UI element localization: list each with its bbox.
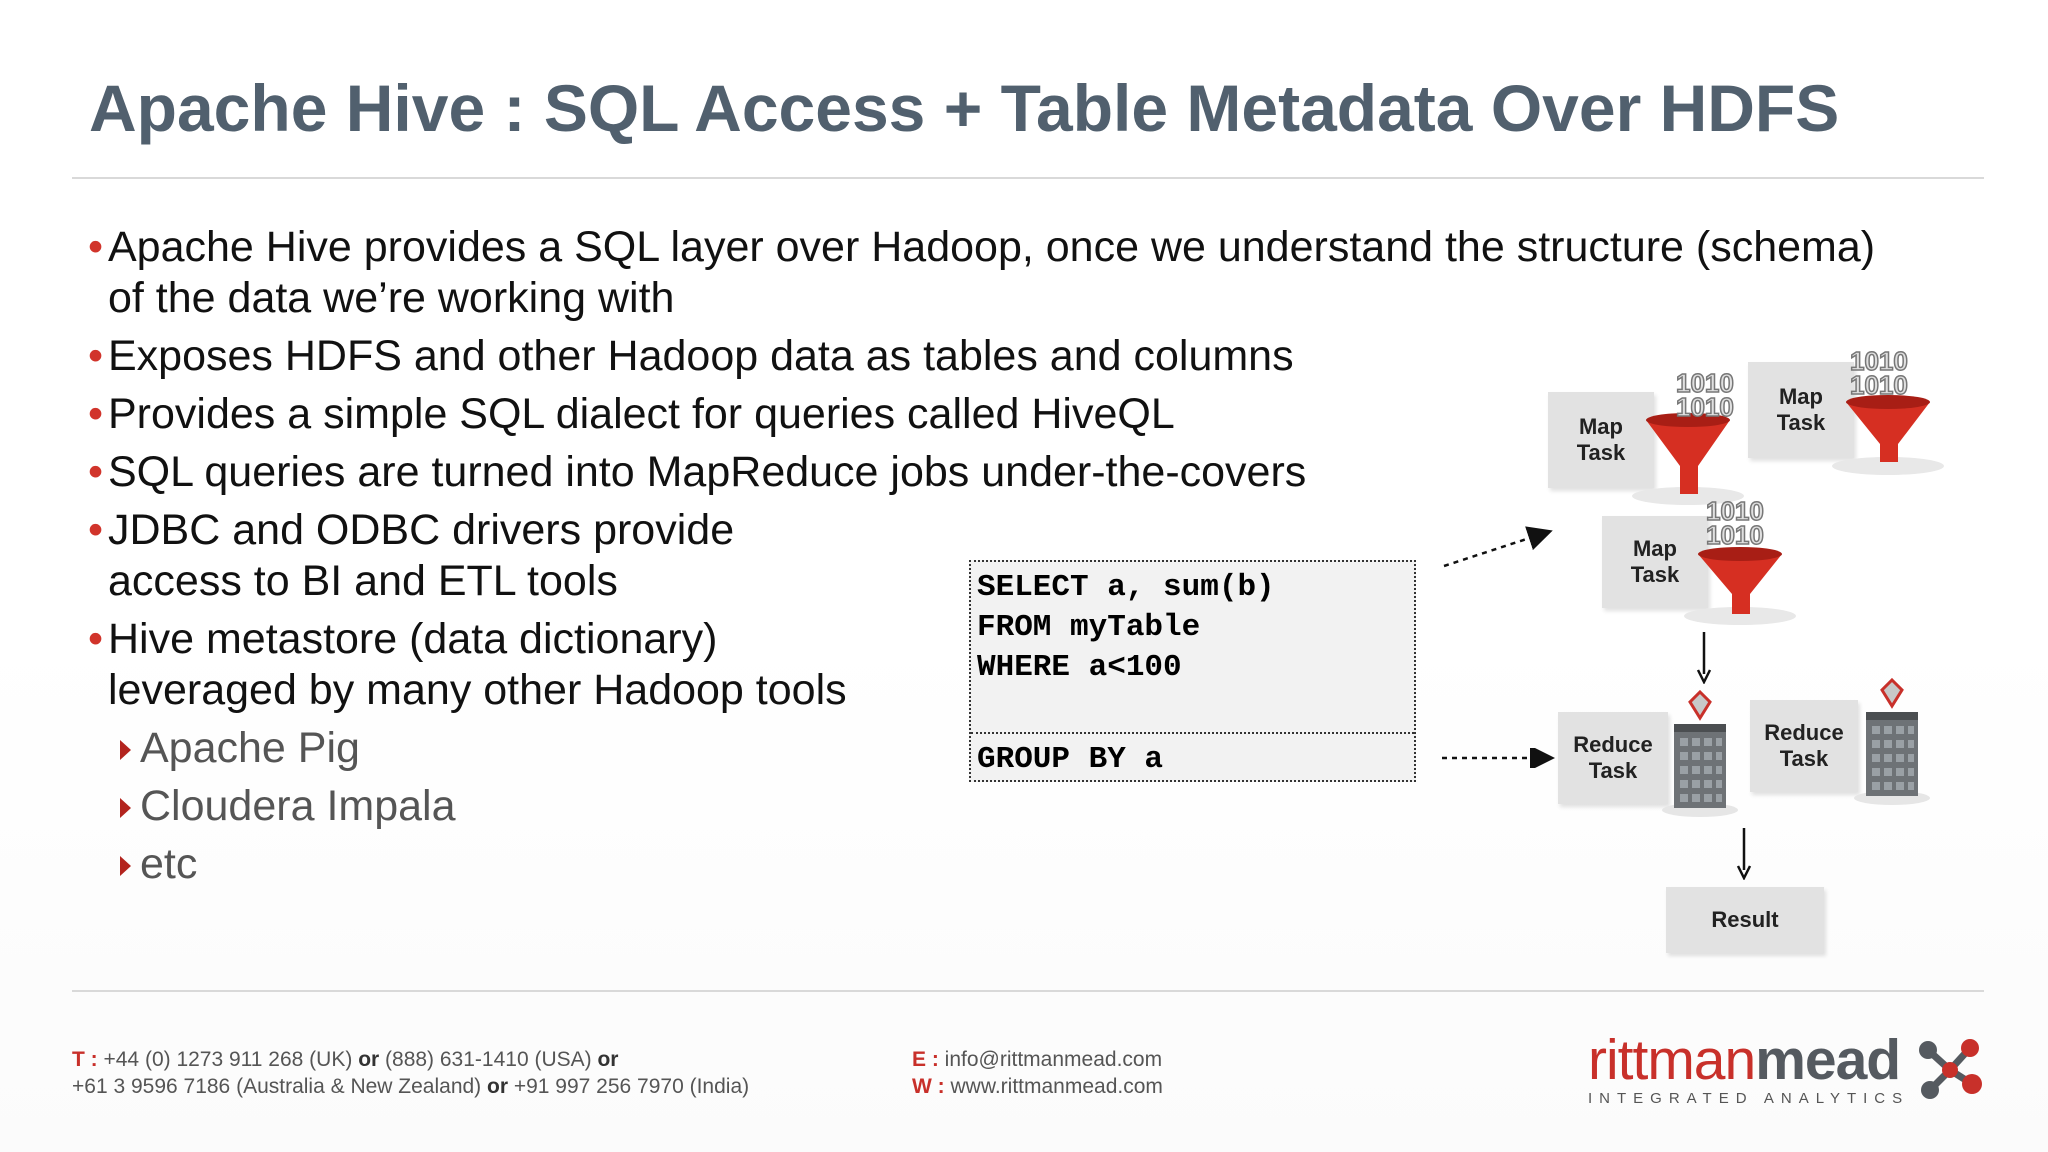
dotted-arrow-to-map	[1440, 522, 1560, 572]
email-link[interactable]: info@rittmanmead.com	[938, 1048, 1163, 1071]
map-task-box: Map Task	[1748, 362, 1854, 458]
title-divider	[72, 177, 1984, 179]
reduce-task-box: Reduce Task	[1750, 700, 1858, 792]
bullet-dot: •	[88, 223, 104, 271]
svg-text:1010: 1010	[1676, 370, 1734, 398]
footer-divider	[72, 990, 1984, 992]
svg-text:1010: 1010	[1850, 370, 1908, 400]
svg-text:1010: 1010	[1850, 346, 1908, 376]
building-icon	[1852, 676, 1932, 806]
sql-line: WHERE a<100	[977, 650, 1182, 685]
bullet-item: • Exposes HDFS and other Hadoop data as tables and columns	[88, 332, 1294, 380]
website-link[interactable]: www.rittmanmead.com	[944, 1075, 1163, 1098]
sql-line: SELECT a, sum(b)	[977, 570, 1275, 605]
sub-bullet-item: Apache Pig	[88, 723, 1875, 774]
bullet-item: • JDBC and ODBC drivers provide access to BI and ETL tools	[88, 506, 735, 605]
funnel-icon	[1628, 370, 1748, 510]
footer-web-contact: E : info@rittmanmead.com W : www.rittmanmead.com	[912, 1048, 1163, 1098]
sql-line: FROM myTable	[977, 610, 1201, 645]
triangle-bullet-icon	[120, 856, 131, 876]
reduce-task-box: Reduce Task	[1558, 712, 1668, 804]
triangle-bullet-icon	[120, 740, 131, 760]
svg-text:1010: 1010	[1706, 520, 1764, 550]
bullet-dot: •	[88, 390, 104, 438]
result-box: Result	[1666, 887, 1824, 953]
sub-bullet-item: etc	[88, 839, 1875, 890]
bullet-dot: •	[88, 615, 104, 663]
sub-bullet-item: Cloudera Impala	[88, 781, 1875, 832]
sql-query-box	[969, 560, 1416, 782]
bullet-dot: •	[88, 332, 104, 380]
triangle-bullet-icon	[120, 798, 131, 818]
rittmanmead-logo: rittmanmead INTEGRATED ANALYTICS	[1588, 1028, 1910, 1107]
bullet-item: • Apache Hive provides a SQL layer over Hadoop, once we understand the structure (schema) of the data we’re working with	[88, 223, 1876, 322]
arrow-down-icon	[1736, 828, 1752, 880]
bullet-item: • Provides a simple SQL dialect for queries called HiveQL	[88, 390, 1175, 438]
svg-text:1010: 1010	[1676, 392, 1734, 422]
bullet-item: • Hive metastore (data dictionary) leveraged by many other Hadoop tools	[88, 615, 847, 714]
slide-title: Apache Hive : SQL Access + Table Metadata Over HDFS	[89, 71, 1840, 145]
sql-group-by: GROUP BY a	[977, 742, 1164, 777]
funnel-icon	[1680, 494, 1800, 630]
bullet-dot: •	[88, 448, 104, 496]
map-task-box: Map Task	[1548, 392, 1654, 488]
bullet-item: • SQL queries are turned into MapReduce jobs under-the-covers	[88, 448, 1307, 496]
bullet-dot: •	[88, 506, 104, 554]
dotted-arrow-to-reduce	[1440, 748, 1560, 768]
molecule-logo-icon	[1914, 1034, 1986, 1106]
funnel-icon	[1828, 340, 1948, 480]
building-icon	[1660, 688, 1740, 818]
sql-separator	[971, 732, 1414, 734]
arrow-down-icon	[1696, 632, 1712, 684]
map-task-box: Map Task	[1602, 516, 1708, 608]
svg-text:1010: 1010	[1706, 496, 1764, 526]
footer-phones: T : +44 (0) 1273 911 268 (UK) or (888) 631-1410 (USA) or +61 3 9596 7186 (Australia & New Zealand) or +91 997 256 7970 (India)	[72, 1048, 750, 1098]
